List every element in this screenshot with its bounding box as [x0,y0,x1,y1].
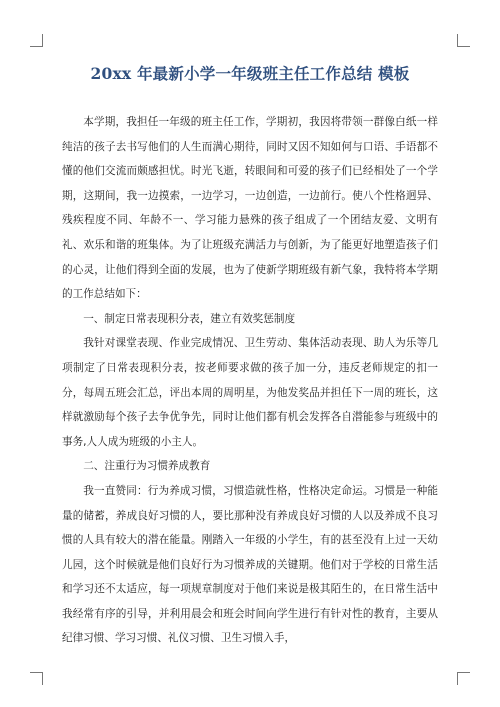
section-1-paragraph: 我针对课堂表现、作业完成情况、卫生劳动、集体活动表现、助人为乐等几项制定了日常表现积分表，按老师要求做的孩子加一分，违反老师规定的扣一分，每周五班会汇总，评出本周的周明星，为他发奖品并担任下一周的班长，这样就激励每个孩子去争优争先，同时让他们都有机会发挥各自潜能参与班级中的事务,人人成为班级的小主人。 [62,337,438,448]
document-page [62,62,438,651]
crop-mark-top-left [30,34,43,47]
section-1-heading: 一、制定日常表现积分表，建立有效奖惩制度 [83,312,296,325]
crop-mark-bottom-right [457,672,470,685]
crop-mark-bottom-left [30,672,43,685]
crop-mark-top-right [457,34,470,47]
section-2-paragraph: 我一直赞同：行为养成习惯，习惯造就性格，性格决定命运。习惯是一种能量的储蓄，养成良好习惯的人，要比那种没有养成良好习惯的人以及养成不良习惯的人具有较大的潜在能量。刚踏入一年级的小学生，有的甚至没有上过一天幼儿园，这个时候就是他们良好行为习惯养成的关键期。他们对于学校的日常生活和学习还不太适应，每一项规章制度对于他们来说是极其陌生的，在日常生活中我经常有序的引导，并利用晨会和班会时间向学生进行有针对性的教育，主要从纪律习惯、学习习惯、礼仪习惯、卫生习惯入手， [62,484,438,645]
section-2-heading: 二、注重行为习惯养成教育 [83,460,211,473]
document-title: 20xx 年最新小学一年级班主任工作总结 模板 [90,64,410,83]
intro-paragraph: 本学期，我担任一年级的班主任工作，学期初，我因将带领一群像白纸一样纯洁的孩子去书写他们的人生而满心期待，同时又因不知如何与口语、手语都不懂的他们交流而颇感担忧。时光飞逝，转眼间和可爱的孩子们已经相处了一个学期，这期间，我一边摸索，一边学习，一边创造，一边前行。使八个性格迥异、残疾程度不同、年龄不一、学习能力悬殊的孩子组成了一个团结友爱、文明有礼、欢乐和谐的班集体。为了让班级充满活力与创新，为了能更好地塑造孩子们的心灵，让他们得到全面的发展，也为了使新学期班级有新气象，我特将本学期的工作总结如下： [62,116,438,301]
